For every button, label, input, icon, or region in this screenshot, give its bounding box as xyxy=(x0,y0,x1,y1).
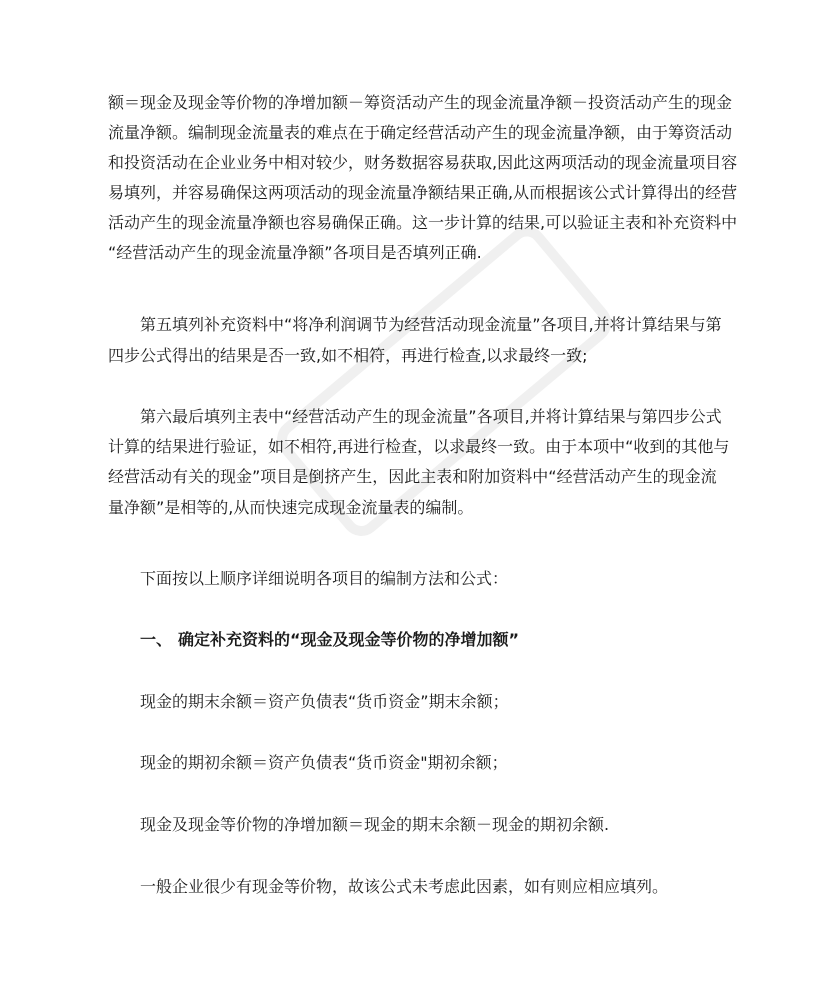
paragraph-line: 额＝现金及现金等价物的净增加额－筹资活动产生的现金流量净额－投资活动产生的现金 xyxy=(108,93,733,112)
section-heading: 确定补充资料的“现金及现金等价物的净增加额” xyxy=(178,630,520,649)
section-number: 一、 xyxy=(140,630,173,649)
paragraph-line: 下面按以上顺序详细说明各项目的编制方法和公式： xyxy=(140,569,509,588)
paragraph-line: 经营活动有关的现金”项目是倒挤产生，因此主表和附加资料中“经营活动产生的现金流 xyxy=(108,467,717,486)
note-line: 一般企业很少有现金等价物，故该公式未考虑此因素，如有则应相应填列。 xyxy=(140,877,669,896)
paragraph-line: 量净额”是相等的,从而快速完成现金流量表的编制。 xyxy=(108,498,474,517)
paragraph-line: 活动产生的现金流量净额也容易确保正确。这一步计算的结果,可以验证主表和补充资料中 xyxy=(108,213,738,232)
paragraph-line: “经营活动产生的现金流量净额”各项目是否填列正确. xyxy=(108,243,482,262)
paragraph-line: 易填列，并容易确保这两项活动的现金流量净额结果正确,从而根据该公式计算得出的经营 xyxy=(108,183,738,202)
paragraph-line: 四步公式得出的结果是否一致,如不相符，再进行检查,以求最终一致; xyxy=(108,346,588,365)
paragraph-line: 计算的结果进行验证，如不相符,再进行检查，以求最终一致。由于本项中“收到的其他与 xyxy=(108,437,730,456)
formula-line: 现金的期末余额＝资产负债表“货币资金”期末余额； xyxy=(140,692,509,711)
formula-line: 现金及现金等价物的净增加额＝现金的期末余额－现金的期初余额. xyxy=(140,815,610,834)
paragraph-line: 第五填列补充资料中“将净利润调节为经营活动现金流量”各项目,并将计算结果与第 xyxy=(140,315,722,334)
paragraph-line: 和投资活动在企业业务中相对较少，财务数据容易获取,因此这两项活动的现金流量项目容 xyxy=(108,153,738,172)
formula-line: 现金的期初余额＝资产负债表“货币资金"期初余额； xyxy=(140,753,508,772)
paragraph-line: 第六最后填列主表中“经营活动产生的现金流量”各项目,并将计算结果与第四步公式 xyxy=(140,407,722,426)
paragraph-line: 流量净额。编制现金流量表的难点在于确定经营活动产生的现金流量净额，由于筹资活动 xyxy=(108,123,733,142)
